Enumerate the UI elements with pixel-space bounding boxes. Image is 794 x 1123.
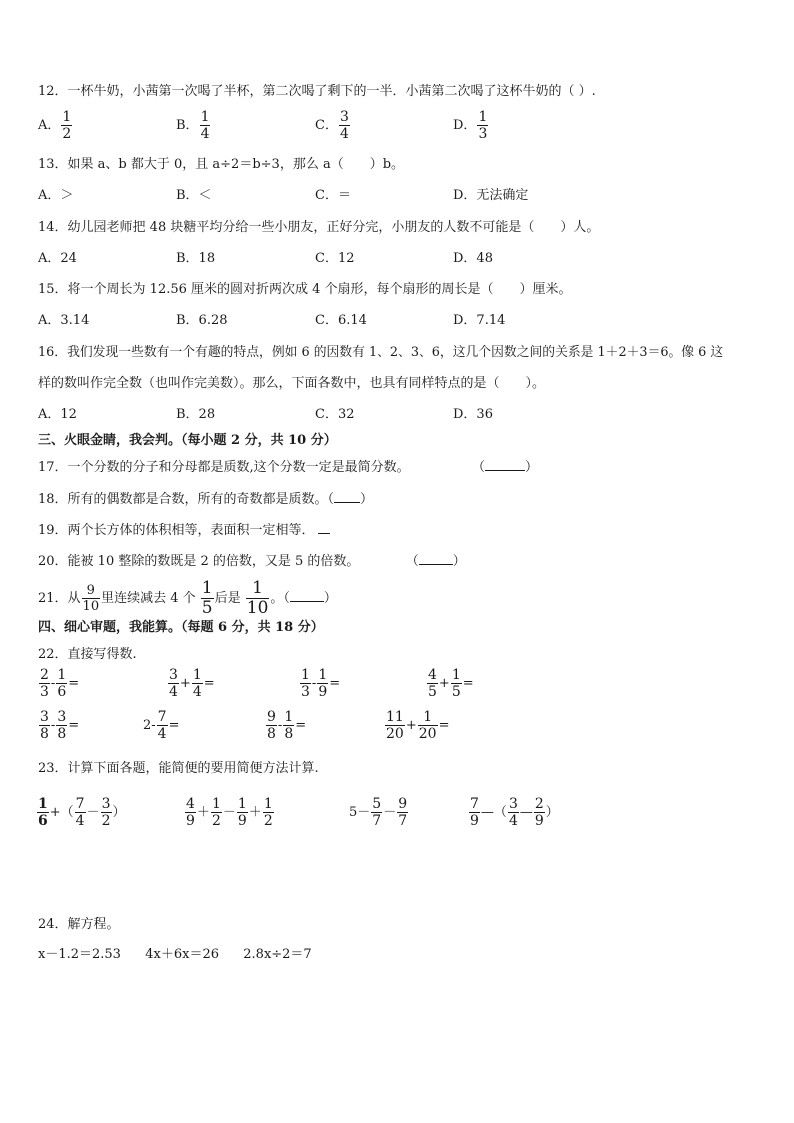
question-24-stem: 24．解方程。 (38, 917, 120, 932)
q22-item: $\frac{3}{8}$ - $\frac{3}{8}$ = (40, 709, 80, 742)
q16-option-b[interactable]: B．28 (176, 407, 216, 422)
question-13-stem: 13．如果 a、b 都大于 0，且 a÷2＝b÷3，那么 a（ ）b。 (38, 157, 405, 172)
q13-option-d[interactable]: D．无法确定 (453, 188, 529, 203)
q23-expression-4: $\frac{7}{9}$ —（ $\frac{3}{4}$ — $\frac{2}{9}$ ） (470, 796, 559, 829)
question-24-equations (38, 946, 312, 964)
fraction: $\frac{1}{10}$ (246, 578, 269, 618)
q12-option-b[interactable]: B． $\frac{1}{4}$ (176, 109, 210, 142)
q12-option-a[interactable]: A． $\frac{1}{2}$ (38, 109, 72, 142)
section-4-heading: 四、细心审题，我能算。（每题 6 分，共 18 分） (38, 620, 324, 635)
q22-item: $\frac{4}{5}$ + $\frac{1}{5}$ = (428, 667, 474, 700)
q13-option-c[interactable]: C．＝ (315, 188, 351, 203)
q22-item: 2- $\frac{7}{4}$ = (143, 709, 180, 742)
question-23-stem: 23．计算下面各题，能简便的要用简便方法计算. (38, 761, 319, 776)
q14-option-a[interactable]: A．24 (38, 251, 77, 266)
question-19: 19．两个长方体的体积相等，表面积一定相等． (38, 521, 330, 540)
answer-blank[interactable] (334, 490, 360, 503)
q23-expression-2: $\frac{4}{9}$ ＋ $\frac{1}{2}$ － $\frac{1}{9}$ ＋ $\frac{1}{2}$ (186, 796, 273, 829)
question-16-stem-line1: 16．我们发现一些数有一个有趣的特点，例如 6 的因数有 1、2、3、6，这几个因数之间的关系是 1＋2＋3＝6。像 6 这 (38, 345, 724, 360)
q15-option-c[interactable]: C．6.14 (315, 313, 367, 328)
question-21: 21．从 $\frac{9}{10}$ 里连续减去 4 个 $\frac{1}{5}$ 后是 $\frac{1}{10}$ 。（ ） (38, 578, 337, 618)
q15-option-a[interactable]: A．3.14 (38, 313, 90, 328)
answer-blank[interactable] (318, 521, 330, 534)
q22-item: $\frac{3}{4}$ + $\frac{1}{4}$ = (169, 667, 215, 700)
q13-option-b[interactable]: B．＜ (176, 188, 212, 203)
question-20: 20．能被 10 整除的数既是 2 的倍数，又是 5 的倍数。 （ ） (38, 554, 466, 569)
fraction: $\frac{9}{10}$ (82, 583, 100, 614)
question-17: 17．一个分数的分子和分母都是质数,这个分数一定是最简分数。 （ ） (38, 460, 538, 475)
fraction: $\frac{1}{4}$ (200, 109, 210, 142)
q15-option-d[interactable]: D．7.14 (453, 313, 506, 328)
question-14-stem: 14．幼儿园老师把 48 块糖平均分给一些小朋友，正好分完，小朋友的人数不可能是（ ）人。 (38, 220, 600, 235)
fraction: $\frac{1}{2}$ (62, 109, 72, 142)
question-22-stem: 22．直接写得数. (38, 647, 137, 662)
answer-blank[interactable] (419, 552, 453, 565)
question-15-stem: 15．将一个周长为 12.56 厘米的圆对折两次成 4 个扇形，每个扇形的周长是（ ）厘米。 (38, 282, 572, 297)
equation-3: 2.8x÷2＝7 (243, 947, 312, 962)
question-12-stem: 12．一杯牛奶，小茜第一次喝了半杯，第二次喝了剩下的一半．小茜第二次喝了这杯牛奶的（ ）. (38, 84, 596, 99)
equation-1: x－1.2＝2.53 (38, 947, 121, 962)
q23-expression-1: $\frac{1}{6}$ +（ $\frac{7}{4}$ － $\frac{3}{2}$ ） (38, 796, 126, 829)
q16-option-a[interactable]: A．12 (38, 407, 77, 422)
q12-option-d[interactable]: D． $\frac{1}{3}$ (453, 109, 488, 142)
section-3-heading: 三、火眼金睛，我会判。（每小题 2 分，共 10 分） (38, 433, 337, 448)
q14-option-b[interactable]: B．18 (176, 251, 216, 266)
question-18: 18．所有的偶数都是合数，所有的奇数都是质数。（ ） (38, 492, 374, 507)
q14-option-c[interactable]: C．12 (315, 251, 355, 266)
q16-option-c[interactable]: C．32 (315, 407, 355, 422)
q14-option-d[interactable]: D．48 (453, 251, 493, 266)
fraction: $\frac{1}{5}$ (201, 578, 213, 618)
q22-item: $\frac{9}{8}$ - $\frac{1}{8}$ = (267, 709, 307, 742)
q15-option-b[interactable]: B．6.28 (176, 313, 228, 328)
q23-expression-3: 5－ $\frac{5}{7}$ － $\frac{9}{7}$ (349, 796, 408, 829)
q22-item: $\frac{1}{3}$ - $\frac{1}{9}$ = (301, 667, 341, 700)
question-16-stem-line2: 样的数叫作完全数（也叫作完美数）。那么，下面各数中，也具有同样特点的是（ ）。 (38, 376, 546, 391)
fraction: $\frac{3}{4}$ (339, 109, 349, 142)
q22-item: $\frac{11}{20}$ + $\frac{1}{20}$ = (386, 709, 450, 742)
fraction: $\frac{1}{3}$ (478, 109, 488, 142)
answer-blank[interactable] (290, 589, 324, 602)
equation-2: 4x＋6x＝26 (145, 947, 219, 962)
q13-option-a[interactable]: A．＞ (38, 188, 74, 203)
q12-option-c[interactable]: C． $\frac{3}{4}$ (315, 109, 349, 142)
q22-item: $\frac{2}{3}$ - $\frac{1}{6}$ = (40, 667, 80, 700)
answer-blank[interactable] (485, 458, 525, 471)
q16-option-d[interactable]: D．36 (453, 407, 493, 422)
